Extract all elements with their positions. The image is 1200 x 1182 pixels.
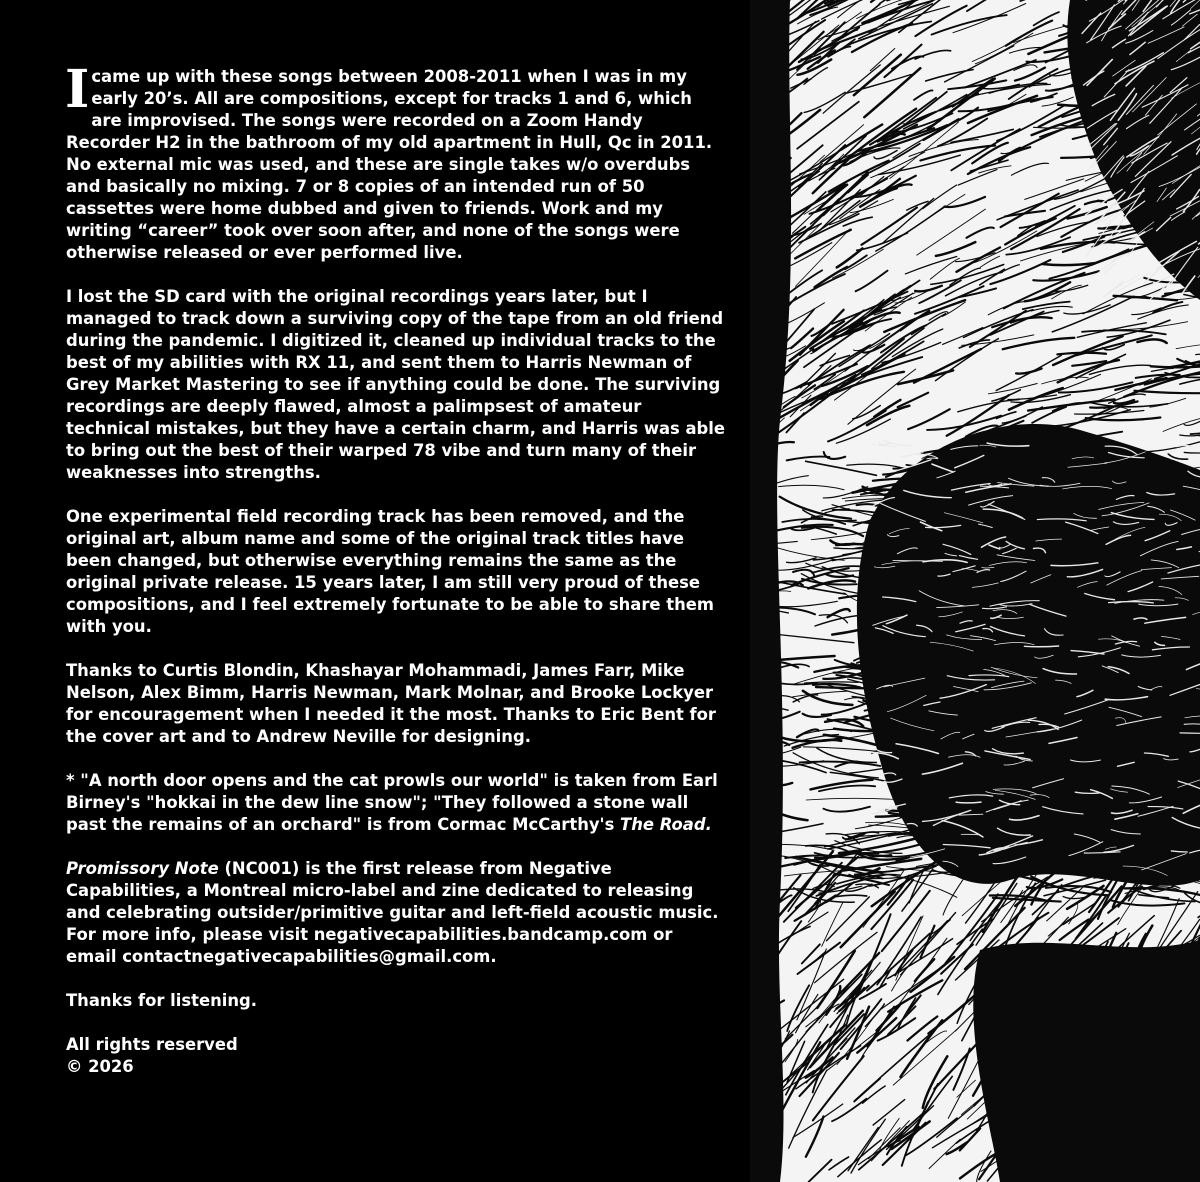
- paragraph-intro-text: came up with these songs between 2008-2011 when I was in my early 20’s. All are compositions, except for tracks 1 and 6, which are improvised. The songs were recorded on a Zoom Handy Recorder H2 in the bathroom of my old apartment in Hull, Qc in 2011. No external mic was used, and these are single takes w/o overdubs and basically no mixing. 7 or 8 copies of an intended run of 50 cassettes were home dubbed and given to friends. Work and my writing “career” took over soon after, and none of the songs were otherwise released or ever performed live.: [66, 67, 713, 262]
- paragraph-quotes: [66, 770, 726, 836]
- label-text: (NC001) is the first release from Negative Capabilities, a Montreal micro-label and zine dedicated to releasing and celebrating outsider/primitive guitar and left-field acoustic music. For more info, please visit negativecapabilities.bandcamp.com or email contactnegativecapabilities@gmail.com.: [66, 859, 719, 966]
- copyright-line: © 2026: [66, 1057, 134, 1076]
- paragraph-closing: Thanks for listening.: [66, 991, 257, 1010]
- drop-cap: I: [65, 59, 90, 120]
- rights-line: All rights reserved: [66, 1035, 238, 1054]
- paragraph-recovery: I lost the SD card with the original recordings years later, but I managed to track down a surviving copy of the tape from an old friend during the pandemic. I digitized it, cleaned up individual tracks to the best of my abilities with RX 11, and sent them to Harris Newman of Grey Market Mastering to see if anything could be done. The surviving recordings are deeply flawed, almost a palimpsest of amateur technical mistakes, but they have a certain charm, and Harris was able to bring out the best of their warped 78 vibe and turn many of their weaknesses into strengths.: [66, 287, 726, 482]
- quotes-text: * "A north door opens and the cat prowls our world" is taken from Earl Birney's "hokkai in the dew line snow"; "They followed a stone wall past the remains of an orchard" is from Cormac McCarthy's: [66, 771, 718, 834]
- paragraph-thanks: Thanks to Curtis Blondin, Khashayar Mohammadi, James Farr, Mike Nelson, Alex Bimm, Harris Newman, Mark Molnar, and Brooke Lockyer for encouragement when I needed it the most. Thanks to Eric Bent for the cover art and to Andrew Neville for designing.: [66, 661, 717, 746]
- book-title: The Road.: [620, 815, 712, 834]
- paragraph-intro: [65, 59, 726, 264]
- ink-drawing: [750, 0, 1200, 1182]
- album-title: Promissory Note: [66, 859, 219, 878]
- paragraph-label: [66, 858, 726, 968]
- liner-notes-text: [65, 59, 726, 1100]
- cover-art-illustration: [750, 0, 1200, 1182]
- paragraph-changes: One experimental field recording track has been removed, and the original art, album name and some of the original track titles have been changed, but otherwise everything remains the same as the original private release. 15 years later, I am still very proud of these compositions, and I feel extremely fortunate to be able to share them with you.: [66, 507, 714, 636]
